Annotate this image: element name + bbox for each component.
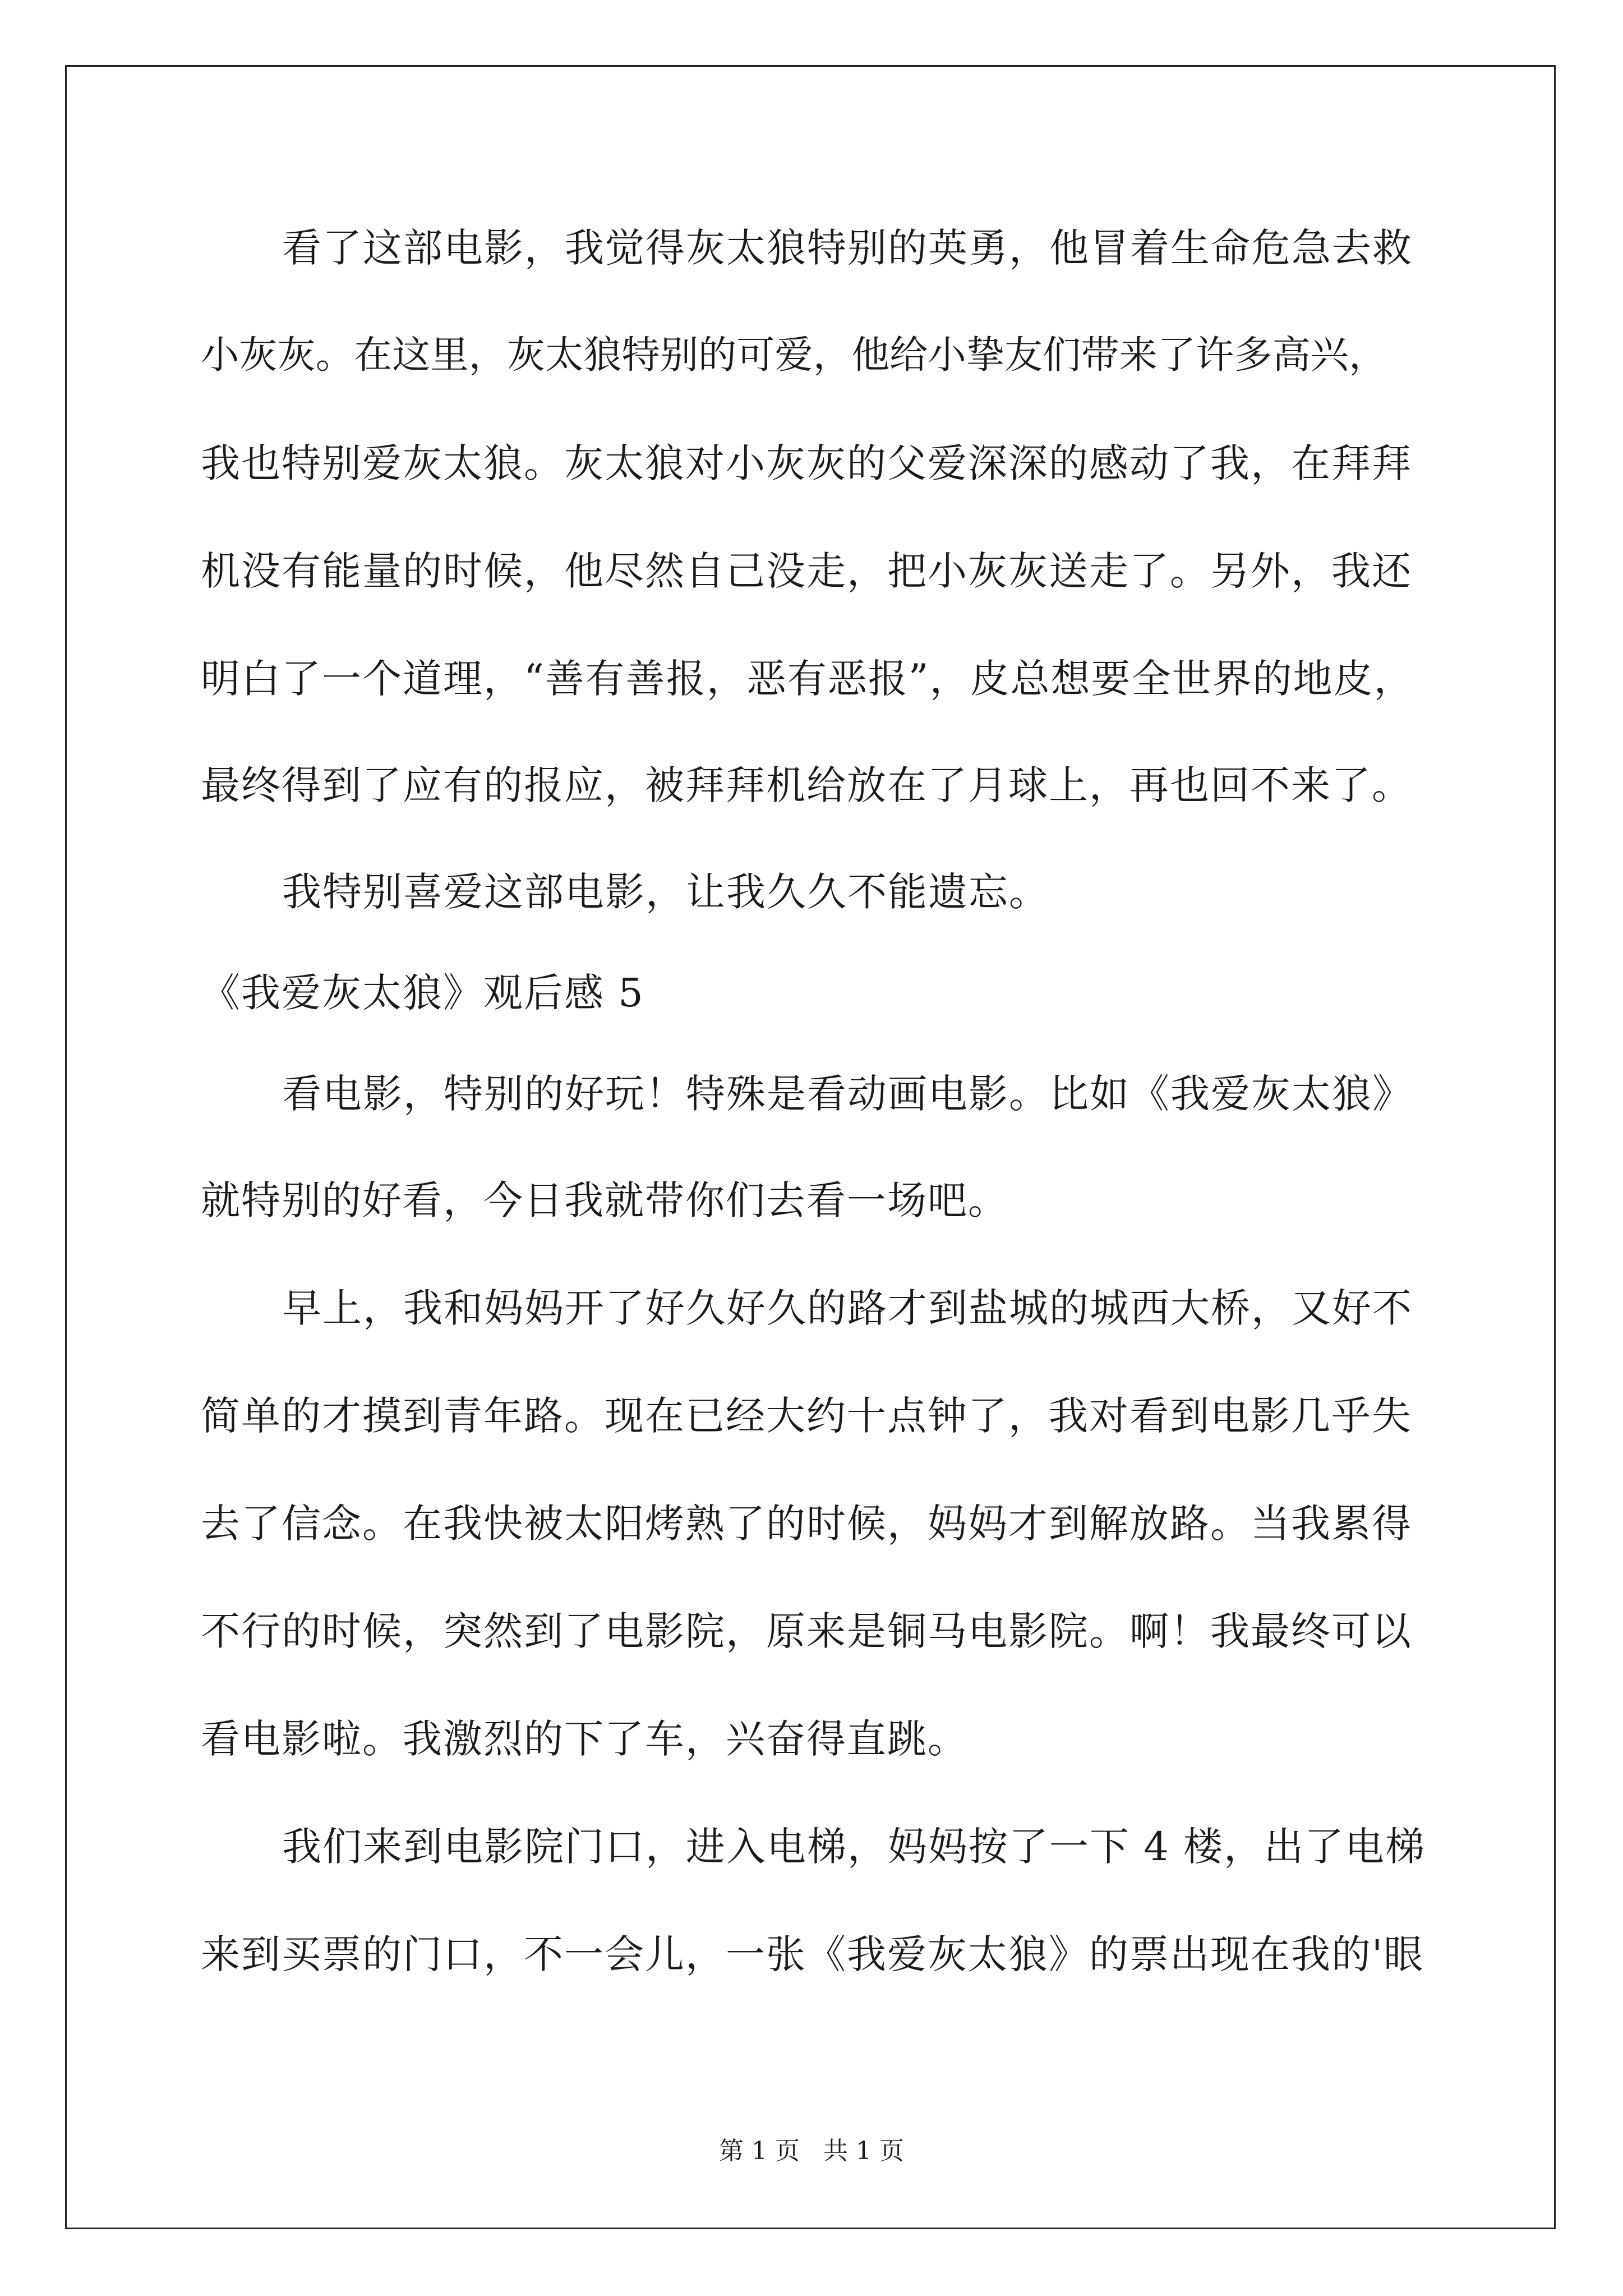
paragraph-line: 我特别喜爱这部电影，让我久久不能遗忘。	[282, 869, 1049, 915]
section-heading: 《我爱灰太狼》观后感 5	[201, 970, 644, 1016]
page-border	[65, 65, 1556, 2229]
paragraph-line: 去了信念。在我快被太阳烤熟了的时候，妈妈才到解放路。当我累得	[201, 1501, 1412, 1547]
paragraph-line: 简单的才摸到青年路。现在已经大约十点钟了，我对看到电影几乎失	[201, 1393, 1412, 1439]
paragraph-line: 看了这部电影，我觉得灰太狼特别的英勇，他冒着生命危急去救	[282, 225, 1413, 271]
paragraph-line: 早上，我和妈妈开了好久好久的路才到盐城的城西大桥，又好不	[282, 1285, 1413, 1331]
paragraph-line: 小灰灰。在这里，灰太狼特别的可爱，他给小挚友们带来了许多高兴，	[201, 333, 1387, 378]
paragraph-line: 最终得到了应有的报应，被拜拜机给放在了月球上，再也回不来了。	[201, 762, 1412, 808]
paragraph-line: 不行的时候，突然到了电影院，原来是铜马电影院。啊！我最终可以	[201, 1608, 1412, 1654]
paragraph-line: 明白了一个道理，“善有善报，恶有恶报”，皮总想要全世界的地皮，	[201, 656, 1414, 702]
paragraph-line: 就特别的好看，今日我就带你们去看一场吧。	[201, 1177, 1008, 1223]
paragraph-line: 看电影啦。我激烈的下了车，兴奋得直跳。	[201, 1716, 968, 1762]
paragraph-line: 我也特别爱灰太狼。灰太狼对小灰灰的父爱深深的感动了我，在拜拜	[201, 440, 1412, 486]
paragraph-line: 机没有能量的时候，他尽然自己没走，把小灰灰送走了。另外，我还	[201, 548, 1412, 594]
page-footer: 第 1 页 共 1 页	[719, 2137, 904, 2165]
paragraph-line: 我们来到电影院门口，进入电梯，妈妈按了一下 4 楼，出了电梯	[282, 1824, 1426, 1870]
paragraph-line: 来到买票的门口，不一会儿，一张《我爱灰太狼》的票出现在我的'眼	[201, 1931, 1424, 1977]
paragraph-line: 看电影，特别的好玩！特殊是看动画电影。比如《我爱灰太狼》	[282, 1071, 1413, 1117]
